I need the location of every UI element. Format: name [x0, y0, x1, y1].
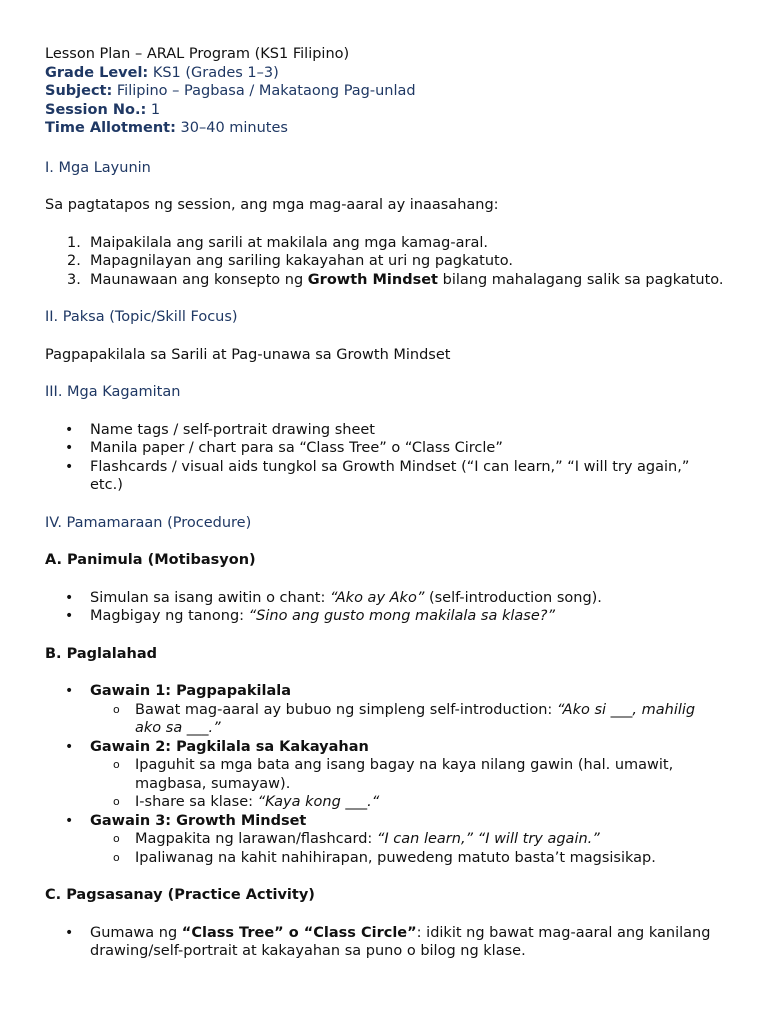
activity-sublist [90, 830, 725, 867]
practice-heading: C. Pagsasanay (Practice Activity) [45, 887, 315, 903]
sub-bullet-icon: o [113, 758, 120, 771]
list-item [45, 458, 725, 495]
sub-bullet-icon: o [113, 850, 120, 864]
list-item [90, 830, 725, 849]
sub-bullet-icon: o [113, 832, 120, 845]
list-item [45, 738, 725, 812]
materials-heading: III. Mga Kagamitan [45, 384, 181, 400]
example-text: “I can learn,” “I will try again.” [376, 831, 600, 847]
growth-mindset-term: Growth Mindset [307, 271, 438, 288]
motivation-list [45, 589, 725, 626]
list-item-text: Maunawaan ang konsepto ng [90, 271, 308, 288]
list-item-text: Name tags / self-portrait drawing sheet [90, 421, 375, 438]
bullet-icon: • [65, 608, 74, 624]
question-text: “Sino ang gusto mong makilala sa klase?” [248, 608, 555, 624]
list-item-text: Ipaguhit sa mga bata ang isang bagay na kaya nilang gawin (hal. umawit, magbasa, sumayaw). [135, 757, 674, 792]
list-number: 3. [67, 271, 81, 288]
activity-title: Gawain 1: Pagpapakilala [90, 683, 291, 699]
list-item-text: Flashcards / visual aids tungkol sa Growth Mindset (“I can learn,” “I will try again,” etc.) [90, 458, 690, 493]
class-tree-term: “Class Tree” o “Class Circle” [181, 924, 417, 941]
list-item [45, 924, 725, 961]
sub-bullet-icon: o [113, 702, 120, 716]
list-item [90, 849, 725, 868]
list-item [45, 439, 725, 458]
topic-text: Pagpapakilala sa Sarili at Pag-unawa sa Growth Mindset [45, 346, 451, 363]
activities-list [45, 682, 725, 867]
document-title: Lesson Plan – ARAL Program (KS1 Filipino) [45, 46, 350, 62]
materials-list [45, 421, 725, 495]
list-item-text: Manila paper / chart para sa “Class Tree” o “Class Circle” [90, 440, 503, 456]
list-number: 1. [67, 234, 81, 251]
activity-sublist [90, 756, 725, 812]
sub-bullet-icon: o [113, 795, 120, 808]
list-item-text: (self-introduction song). [424, 589, 602, 606]
subject-line [45, 82, 725, 101]
list-item [45, 682, 725, 738]
list-item [45, 812, 725, 868]
activity-title: Gawain 2: Pagkilala sa Kakayahan [90, 738, 369, 755]
grade-level-label: Grade Level: [45, 64, 149, 81]
list-item [90, 701, 725, 738]
time-allotment-value: 30–40 minutes [175, 120, 288, 136]
time-allotment-label: Time Allotment: [45, 120, 176, 136]
subject-label: Subject: [45, 83, 113, 99]
list-item-text: I-share sa klase: [135, 794, 258, 810]
list-item-text: Magbigay ng tanong: [90, 608, 249, 624]
list-item-text: Ipaliwanag na kahit nahihirapan, puwedeng matuto basta’t magsisikap. [135, 849, 656, 866]
bullet-icon: • [65, 440, 74, 456]
list-item-text: Maipakilala ang sarili at makilala ang mga kamag-aral. [90, 234, 488, 251]
presentation-heading: B. Paglalahad [45, 645, 158, 662]
list-number: 2. [67, 253, 81, 269]
procedure-heading: IV. Pamamaraan (Procedure) [45, 514, 252, 531]
session-value: 1 [146, 101, 161, 118]
list-item [45, 234, 725, 253]
bullet-icon: • [65, 683, 74, 699]
practice-list [45, 924, 725, 961]
list-item [90, 793, 725, 812]
list-item-text: Magpakita ng larawan/flashcard: [135, 831, 377, 847]
grade-level-line [45, 64, 725, 83]
list-item-text: Simulan sa isang awitin o chant: [90, 589, 330, 606]
list-item-text: Gumawa ng [90, 924, 182, 941]
subject-value: Filipino – Pagbasa / Makataong Pag-unlad [112, 83, 416, 99]
list-item-text: Bawat mag-aaral ay bubuo ng simpleng self-introduction: [135, 701, 557, 718]
list-item [90, 756, 725, 793]
bullet-icon: • [65, 589, 74, 606]
example-text: “Kaya kong ___.“ [257, 794, 380, 810]
bullet-icon: • [65, 924, 74, 941]
list-item-text: bilang mahalagang salik sa pagkatuto. [438, 271, 724, 288]
session-line [45, 101, 725, 120]
objectives-intro: Sa pagtatapos ng session, ang mga mag-aaral ay inaasahang: [45, 197, 499, 213]
motivation-heading: A. Panimula (Motibasyon) [45, 552, 256, 568]
list-item-text: Mapagnilayan ang sariling kakayahan at uri ng pagkatuto. [90, 253, 513, 269]
activity-title: Gawain 3: Growth Mindset [90, 812, 307, 829]
grade-level-value: KS1 (Grades 1–3) [148, 64, 279, 81]
time-allotment-line [45, 119, 725, 138]
lesson-plan-content [45, 45, 725, 961]
objectives-heading: I. Mga Layunin [45, 159, 151, 176]
song-title: “Ako ay Ako” [329, 589, 425, 606]
bullet-icon: • [65, 812, 74, 829]
list-item [45, 607, 725, 626]
bullet-icon: • [65, 421, 74, 438]
list-item [45, 252, 725, 271]
list-item-text: : idikit ng bawat mag-aaral ang kanilang drawing/self-portrait at kakayahan sa puno o bilog ng klase. [90, 924, 711, 959]
list-item [45, 271, 725, 290]
session-label: Session No.: [45, 101, 147, 118]
bullet-icon: • [65, 738, 74, 755]
activity-sublist [90, 701, 725, 738]
topic-heading: II. Paksa (Topic/Skill Focus) [45, 309, 238, 325]
objectives-list [45, 234, 725, 290]
list-item [45, 589, 725, 608]
example-text: “Ako si ___, mahilig ako sa ___.” [135, 701, 696, 736]
bullet-icon: • [65, 458, 74, 475]
list-item [45, 421, 725, 440]
